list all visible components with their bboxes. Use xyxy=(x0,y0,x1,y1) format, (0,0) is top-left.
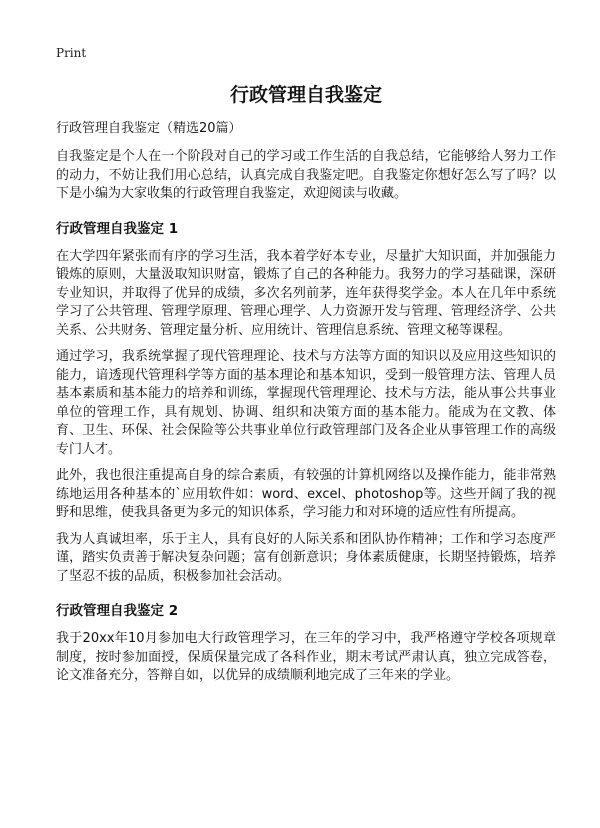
document-title: 行政管理自我鉴定 xyxy=(229,84,382,106)
section-1-paragraph-1: 在大学四年紧张而有序的学习生活，我本着学好本专业，尽量扩大知识面，并加强能力锻炼的原则，大量汲取知识财富，锻炼了自己的各种能力。我努力的学习基础课，深研专业知识，并取得了优异的成绩，多次名列前茅，连年获得奖学金。本人在几年中系统学习了公共管理、管理学原理、管理心理学、人力资源开发与管理、管理经济学、公共关系、公共财务、管理定量分析、应用统计、管理信息系统、管理文秘等课程。 xyxy=(56,248,556,338)
section-1-paragraph-4: 我为人真诚坦率，乐于主人，具有良好的人际关系和团队协作精神；工作和学习态度严谨，踏实负责善于解决复杂问题；富有创新意识；身体素质健康，长期坚持锻炼，培养了坚忍不拔的品质，积极参加社会活动。 xyxy=(56,531,556,584)
document-subtitle: 行政管理自我鉴定（精选20篇） xyxy=(56,121,242,136)
print-link[interactable]: Print xyxy=(56,46,87,60)
section-1-paragraph-2: 通过学习，我系统掌握了现代管理理论、技术与方法等方面的知识以及应用这些知识的能力，谙透现代管理科学等方面的基本理论和基本知识，受到一般管理方法、管理人员基本素质和基本能力的培养和训练，掌握现代管理理论、技术与方法，能从事公共事业单位的管理工作，具有规划、协调、组织和决策方面的基本能力。能成为在文教、体育、卫生、环保、社会保险等公共事业单位行政管理部门及各企业从事管理工作的高级专门人才。 xyxy=(56,349,556,457)
document-page xyxy=(56,44,556,686)
intro-paragraph: 自我鉴定是个人在一个阶段对自己的学习或工作生活的自我总结，它能够给人努力工作的动力，不妨让我们用心总结，认真完成自我鉴定吧。自我鉴定你想好怎么写了吗？以下是小编为大家收集的行政管理自我鉴定，欢迎阅读与收藏。 xyxy=(56,149,556,201)
section-heading-2: 行政管理自我鉴定 2 xyxy=(56,603,179,619)
section-1-paragraph-3: 此外，我也很注重提高自身的综合素质，有较强的计算机网络以及操作能力，能非常熟练地运用各种基本的`应用软件如：word、excel、photoshop等。这些开阔了我的视野和思维，使我具备更为多元的知识体系，学习能力和对环境的适应性有所提高。 xyxy=(56,468,556,520)
section-heading-1: 行政管理自我鉴定 1 xyxy=(56,220,179,237)
section-2-paragraph-1: 我于20xx年10月参加电大行政管理学习，在三年的学习中，我严格遵守学校各项规章制度，按时参加面授，保质保量完成了各科作业，期末考试严肃认真，独立完成答卷，论文准备充分，答辩自如，以优异的成绩顺利地完成了三年来的学业。 xyxy=(56,631,556,683)
